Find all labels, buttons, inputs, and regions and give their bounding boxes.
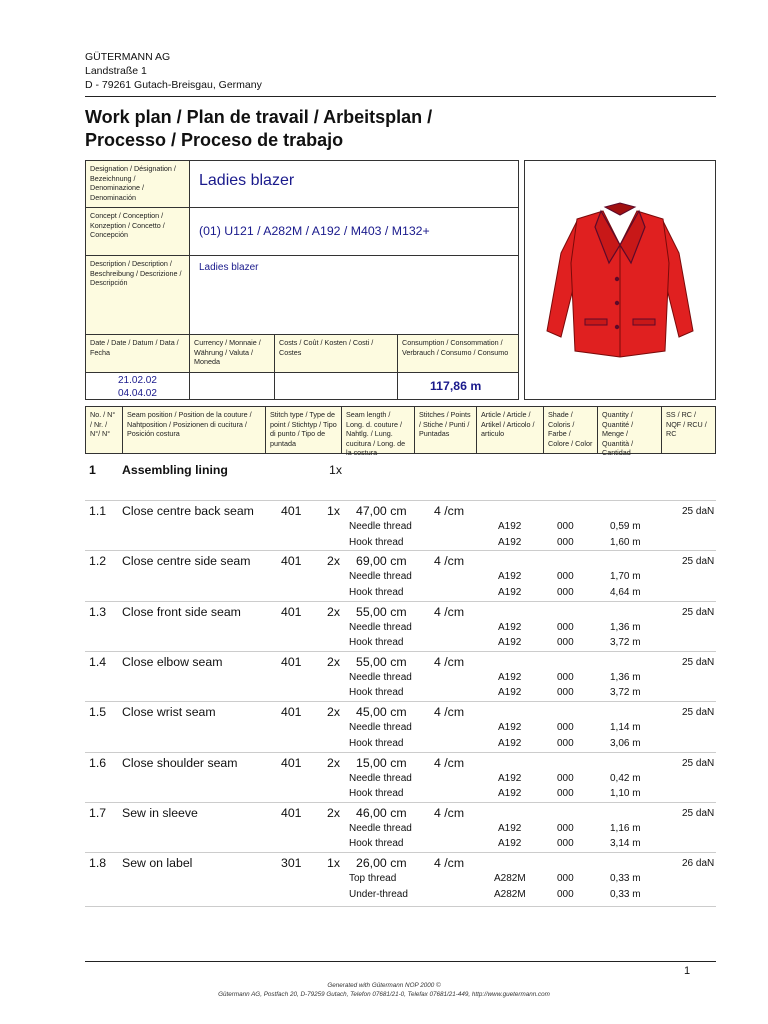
operation-multiplier: 2x: [327, 805, 340, 820]
thread-type: Hook thread: [349, 838, 404, 850]
designation-cell: [189, 160, 519, 208]
thread-quantity: 1,36 m: [610, 671, 641, 683]
operation-name: Close shoulder seam: [122, 755, 238, 770]
operation-number: 1.2: [89, 554, 107, 569]
column-header-row: [85, 406, 716, 457]
costs-cell: [274, 372, 398, 400]
garment-picture-box: [524, 160, 716, 400]
operation-stitch-type: 401: [281, 805, 302, 820]
thread-type: Needle thread: [349, 621, 412, 633]
thread-shade: 000: [557, 521, 574, 532]
costs-label: Costs / Coût / Kosten / Costi / Costes: [274, 334, 398, 373]
thread-shade: 000: [557, 822, 574, 834]
operation-dan: 25 daN: [682, 556, 715, 568]
thread-article: A192: [498, 772, 522, 784]
operation-multiplier: 2x: [327, 755, 340, 770]
operation-seam-length: 26,00 cm: [356, 856, 407, 871]
thread-shade: 000: [557, 621, 574, 633]
date-created: 21.02.02: [118, 375, 157, 386]
operation-number: 1.4: [89, 654, 107, 669]
concept-label: Concept / Conception / Konzeption / Concetto / Concepción: [85, 207, 190, 256]
thread-type: Under-thread: [349, 888, 408, 900]
operation-stitch-type: 301: [281, 856, 302, 871]
thread-article: A192: [498, 571, 522, 583]
operation-name: Close wrist seam: [122, 705, 216, 720]
thread-quantity: 1,10 m: [610, 788, 641, 799]
description-label: Description / Description / Beschreibung / Descrizione / Descripción: [85, 255, 190, 335]
col-shade: Shade / Coloris / Farbe / Colore / Color: [543, 406, 598, 454]
operation-multiplier: 2x: [327, 554, 340, 569]
thread-quantity: 3,72 m: [610, 687, 641, 699]
thread-article: A282M: [494, 888, 526, 900]
operation-multiplier: 1x: [327, 504, 340, 518]
thread-article: A192: [498, 788, 522, 799]
header-block: [85, 160, 716, 400]
company-name: GÜTERMANN AG: [85, 51, 171, 63]
operation-name: Sew on label: [122, 856, 193, 871]
col-ss-rc: SS / RC / NQF / RCU / RC: [661, 406, 716, 454]
operation-multiplier: 2x: [327, 705, 340, 720]
operation-dan: 25 daN: [682, 606, 715, 618]
thread-article: A192: [498, 586, 522, 598]
thread-article: A192: [498, 687, 522, 699]
thread-type: Hook thread: [349, 586, 404, 598]
thread-type: Hook thread: [349, 788, 404, 799]
footer-generated: Generated with Gütermann NOP 2000 ©: [327, 982, 441, 989]
operation-stitches: 4 /cm: [434, 755, 465, 770]
thread-type: Needle thread: [349, 822, 412, 834]
currency-label: Currency / Monnaie / Währung / Valuta / Moneda: [189, 334, 275, 373]
thread-quantity: 1,14 m: [610, 722, 641, 734]
operation-seam-length: 15,00 cm: [356, 755, 407, 770]
thread-quantity: 3,72 m: [610, 637, 641, 649]
thread-type: Needle thread: [349, 571, 412, 583]
consumption-label: Consumption / Consommation / Verbrauch / Consumo / Consumo: [397, 334, 519, 373]
operation-stitches: 4 /cm: [434, 554, 465, 569]
col-quantity: Quantity / Quantité / Menge / Quantità / Cantidad: [597, 406, 662, 454]
thread-article: A282M: [494, 873, 526, 885]
operation-dan: 25 daN: [682, 707, 715, 719]
col-seam-length: Seam length / Long. d. couture / Nahtlg. / Lung. cucitura / Long. de la costura: [341, 406, 415, 454]
operation-number: 1.5: [89, 705, 107, 720]
col-stitch-type: Stitch type / Type de point / Stichtyp / Tipo di punto / Tipo de puntada: [265, 406, 342, 454]
col-article: Article / Article / Artikel / Articolo / articulo: [476, 406, 544, 454]
thread-type: Top thread: [349, 873, 397, 885]
designation-value: Ladies blazer: [199, 172, 295, 189]
consumption-value: 117,86 m: [430, 379, 482, 393]
currency-cell: [189, 372, 275, 400]
operation-stitch-type: 401: [281, 705, 302, 720]
operation-seam-length: 46,00 cm: [356, 805, 407, 820]
thread-shade: 000: [557, 687, 574, 699]
operation-number: 1.7: [89, 805, 107, 820]
operation-multiplier: 2x: [327, 604, 340, 619]
thread-type: Needle thread: [349, 722, 412, 734]
thread-shade: 000: [557, 571, 574, 583]
thread-type: Hook thread: [349, 637, 404, 649]
operation-stitch-type: 401: [281, 554, 302, 569]
description-value: Ladies blazer: [199, 262, 259, 273]
operation-stitches: 4 /cm: [434, 654, 465, 669]
thread-article: A192: [498, 637, 522, 649]
operation-number: 1.3: [89, 604, 107, 619]
thread-type: Hook thread: [349, 737, 404, 749]
thread-shade: 000: [557, 838, 574, 850]
operation-stitch-type: 401: [281, 504, 302, 518]
operation-seam-length: 55,00 cm: [356, 654, 407, 669]
company-street: Landstraße 1: [85, 65, 147, 77]
thread-type: Hook thread: [349, 687, 404, 699]
thread-quantity: 1,36 m: [610, 621, 641, 633]
operation-stitches: 4 /cm: [434, 504, 465, 518]
thread-article: A192: [498, 722, 522, 734]
thread-shade: 000: [557, 888, 574, 900]
thread-shade: 000: [557, 536, 574, 548]
operation-stitches: 4 /cm: [434, 805, 465, 820]
company-city: D - 79261 Gutach-Breisgau, Germany: [85, 79, 262, 91]
operation-seam-length: 47,00 cm: [356, 504, 407, 518]
operation-stitches: 4 /cm: [434, 705, 465, 720]
thread-quantity: 3,14 m: [610, 838, 641, 850]
thread-shade: 000: [557, 873, 574, 885]
operation-number: 1.1: [89, 504, 107, 518]
row-separator: [85, 752, 716, 753]
operation-dan: 25 daN: [682, 506, 715, 517]
date-label: Date / Date / Datum / Data / Fecha: [85, 334, 190, 373]
thread-article: A192: [498, 521, 522, 532]
thread-shade: 000: [557, 772, 574, 784]
company-address: [85, 50, 262, 92]
title-line-1: Work plan / Plan de travail / Arbeitsplan /: [85, 107, 433, 127]
operation-dan: 26 daN: [682, 858, 715, 870]
thread-article: A192: [498, 671, 522, 683]
thread-quantity: 1,60 m: [610, 536, 641, 548]
page-number: 1: [684, 965, 691, 977]
operation-dan: 25 daN: [682, 757, 715, 769]
operation-stitches: 4 /cm: [434, 604, 465, 619]
section-number: 1: [89, 463, 96, 477]
footer-divider: [85, 961, 716, 962]
row-separator: [85, 601, 716, 602]
description-cell: [189, 255, 519, 335]
thread-quantity: 4,64 m: [610, 586, 641, 598]
operation-dan: 25 daN: [682, 807, 715, 819]
consumption-cell: [397, 372, 519, 400]
concept-value: (01) U121 / A282M / A192 / M403 / M132+: [199, 224, 430, 238]
row-separator: [85, 500, 716, 501]
operation-dan: 25 daN: [682, 656, 715, 668]
row-separator: [85, 802, 716, 803]
thread-quantity: 0,59 m: [610, 521, 641, 532]
thread-shade: 000: [557, 737, 574, 749]
thread-shade: 000: [557, 637, 574, 649]
operation-name: Close centre side seam: [122, 554, 251, 569]
thread-article: A192: [498, 621, 522, 633]
page-title: [85, 106, 432, 152]
thread-article: A192: [498, 838, 522, 850]
thread-quantity: 0,33 m: [610, 888, 641, 900]
operation-stitch-type: 401: [281, 755, 302, 770]
operation-stitch-type: 401: [281, 604, 302, 619]
thread-quantity: 1,70 m: [610, 571, 641, 583]
row-separator: [85, 701, 716, 702]
thread-shade: 000: [557, 788, 574, 799]
thread-shade: 000: [557, 586, 574, 598]
date-modified: 04.04.02: [118, 388, 157, 399]
operation-multiplier: 1x: [327, 856, 340, 871]
operation-name: Close elbow seam: [122, 654, 223, 669]
thread-quantity: 0,33 m: [610, 873, 641, 885]
row-separator: [85, 651, 716, 652]
thread-article: A192: [498, 737, 522, 749]
thread-type: Hook thread: [349, 536, 404, 548]
red-blazer-illustration: [525, 161, 715, 399]
operation-name: Sew in sleeve: [122, 805, 198, 820]
thread-article: A192: [498, 822, 522, 834]
operation-stitch-type: 401: [281, 654, 302, 669]
operation-name: Close centre back seam: [122, 504, 254, 518]
operation-name: Close front side seam: [122, 604, 241, 619]
operation-seam-length: 69,00 cm: [356, 554, 407, 569]
date-cell: [85, 372, 190, 400]
thread-type: Needle thread: [349, 671, 412, 683]
thread-shade: 000: [557, 671, 574, 683]
thread-type: Needle thread: [349, 772, 412, 784]
designation-label: Designation / Désignation / Bezeichnung / Denominazione / Denominación: [85, 160, 190, 208]
thread-quantity: 0,42 m: [610, 772, 641, 784]
operation-number: 1.8: [89, 856, 107, 871]
operation-number: 1.6: [89, 755, 107, 770]
thread-shade: 000: [557, 722, 574, 734]
col-stitches: Stitches / Points / Stiche / Punti / Puntadas: [414, 406, 477, 454]
col-number: No. / N° / Nr. / N°/ N°: [85, 406, 123, 454]
title-line-2: Processo / Proceso de trabajo: [85, 130, 344, 150]
thread-quantity: 3,06 m: [610, 737, 641, 749]
thread-type: Needle thread: [349, 521, 412, 532]
section-count: 1x: [329, 463, 342, 477]
date-values: [118, 374, 157, 400]
footer-address: Gütermann AG, Postfach 20, D-79259 Gutach, Telefon 07681/21-0, Telefax 07681/21-449, http://www.guetermann.com: [218, 991, 550, 998]
thread-quantity: 1,16 m: [610, 822, 641, 834]
concept-cell: [189, 207, 519, 256]
col-seam-position: Seam position / Position de la couture / Nahtposition / Posizionen di cucitura / Posición costura: [122, 406, 266, 454]
top-divider: [85, 96, 716, 97]
row-separator: [85, 852, 716, 853]
operation-seam-length: 45,00 cm: [356, 705, 407, 720]
operation-stitches: 4 /cm: [434, 856, 465, 871]
thread-article: A192: [498, 536, 522, 548]
row-separator: [85, 906, 716, 907]
operation-multiplier: 2x: [327, 654, 340, 669]
row-separator: [85, 550, 716, 551]
section-title: Assembling lining: [122, 463, 228, 477]
operation-seam-length: 55,00 cm: [356, 604, 407, 619]
